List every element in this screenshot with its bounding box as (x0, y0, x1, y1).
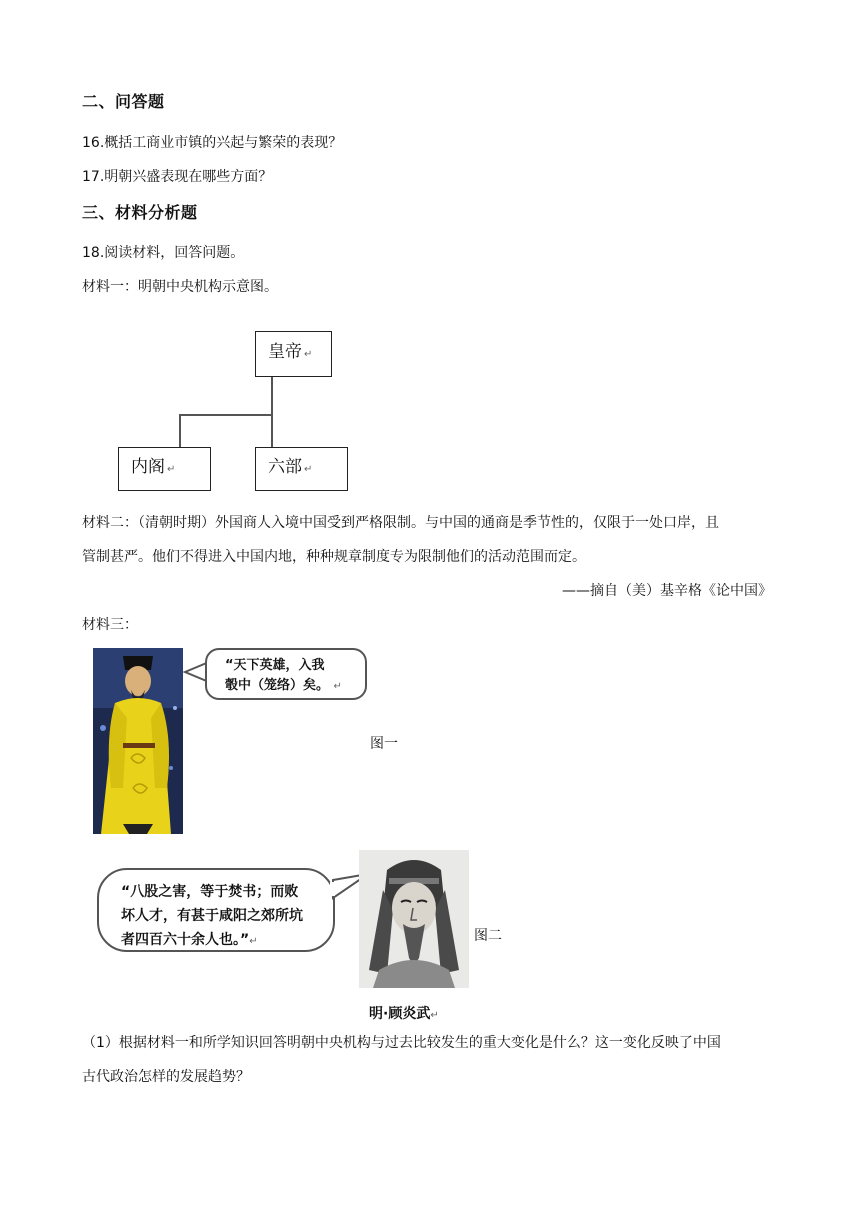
section-heading-qa: 二、问答题 (82, 92, 165, 111)
figure-2-caption: 图二 (474, 928, 502, 944)
figure-2-quote-line-2: 坏人才，有甚于咸阳之郊所坑 (121, 908, 303, 924)
diagram-node-cabinet-label: 内阁 (131, 457, 165, 477)
portrait-caption (369, 1003, 439, 1023)
return-mark-icon: ↵ (249, 936, 258, 947)
figure-1-speech-bubble (205, 648, 367, 700)
gu-yanwu-portrait-image (359, 850, 469, 988)
sub-question-1-line-1: （1）根据材料一和所学知识回答明朝中央机构与过去比较发生的重大变化是什么？这一变化反映了中国 (82, 1035, 721, 1051)
emperor-portrait-image (93, 648, 183, 834)
figure-1-quote-line-1: “天下英雄，入我 (225, 658, 325, 673)
diagram-node-six-ministries-label: 六部 (268, 457, 302, 477)
diagram-connector-left (179, 414, 181, 447)
return-mark-icon: ↵ (430, 1010, 439, 1021)
diagram-node-six-ministries (255, 447, 348, 491)
figure-2-quote-line-3: 者四百六十余人也。” (121, 932, 250, 948)
portrait-caption-text: 明·顾炎武 (369, 1006, 431, 1022)
question-17: 17.明朝兴盛表现在哪些方面？ (82, 169, 273, 185)
figure-2-speech-bubble (97, 868, 335, 952)
figure-2-quote-line-1: “八股之害，等于焚书；而败 (121, 884, 299, 900)
diagram-node-cabinet (118, 447, 211, 491)
material-2-line-2: 管制甚严。他们不得进入中国内地，种种规章制度专为限制他们的活动范围而定。 (82, 549, 586, 565)
question-16: 16.概括工商业市镇的兴起与繁荣的表现？ (82, 135, 343, 151)
material-1-label: 材料一：明朝中央机构示意图。 (82, 279, 278, 295)
return-mark-icon: ↵ (167, 464, 176, 475)
diagram-node-emperor-label: 皇帝 (268, 342, 302, 362)
diagram-node-emperor (255, 331, 332, 377)
question-18: 18.阅读材料，回答问题。 (82, 245, 245, 261)
material-2-source: ——摘自（美）基辛格《论中国》 (562, 583, 772, 599)
material-3-label: 材料三： (82, 617, 138, 633)
sub-question-1-line-2: 古代政治怎样的发展趋势？ (82, 1069, 250, 1085)
return-mark-icon: ↵ (304, 464, 313, 475)
return-mark-icon: ↵ (333, 681, 342, 692)
figure-1-quote-line-2: 彀中（笼络）矣。 (225, 678, 330, 693)
figure-1-caption: 图一 (370, 736, 398, 752)
material-2-line-1: 材料二：（清朝时期）外国商人入境中国受到严格限制。与中国的通商是季节性的，仅限于一处口岸，且 (82, 515, 719, 531)
diagram-connector-horizontal (179, 414, 272, 416)
return-mark-icon: ↵ (304, 349, 313, 360)
section-heading-material: 三、材料分析题 (82, 203, 198, 222)
